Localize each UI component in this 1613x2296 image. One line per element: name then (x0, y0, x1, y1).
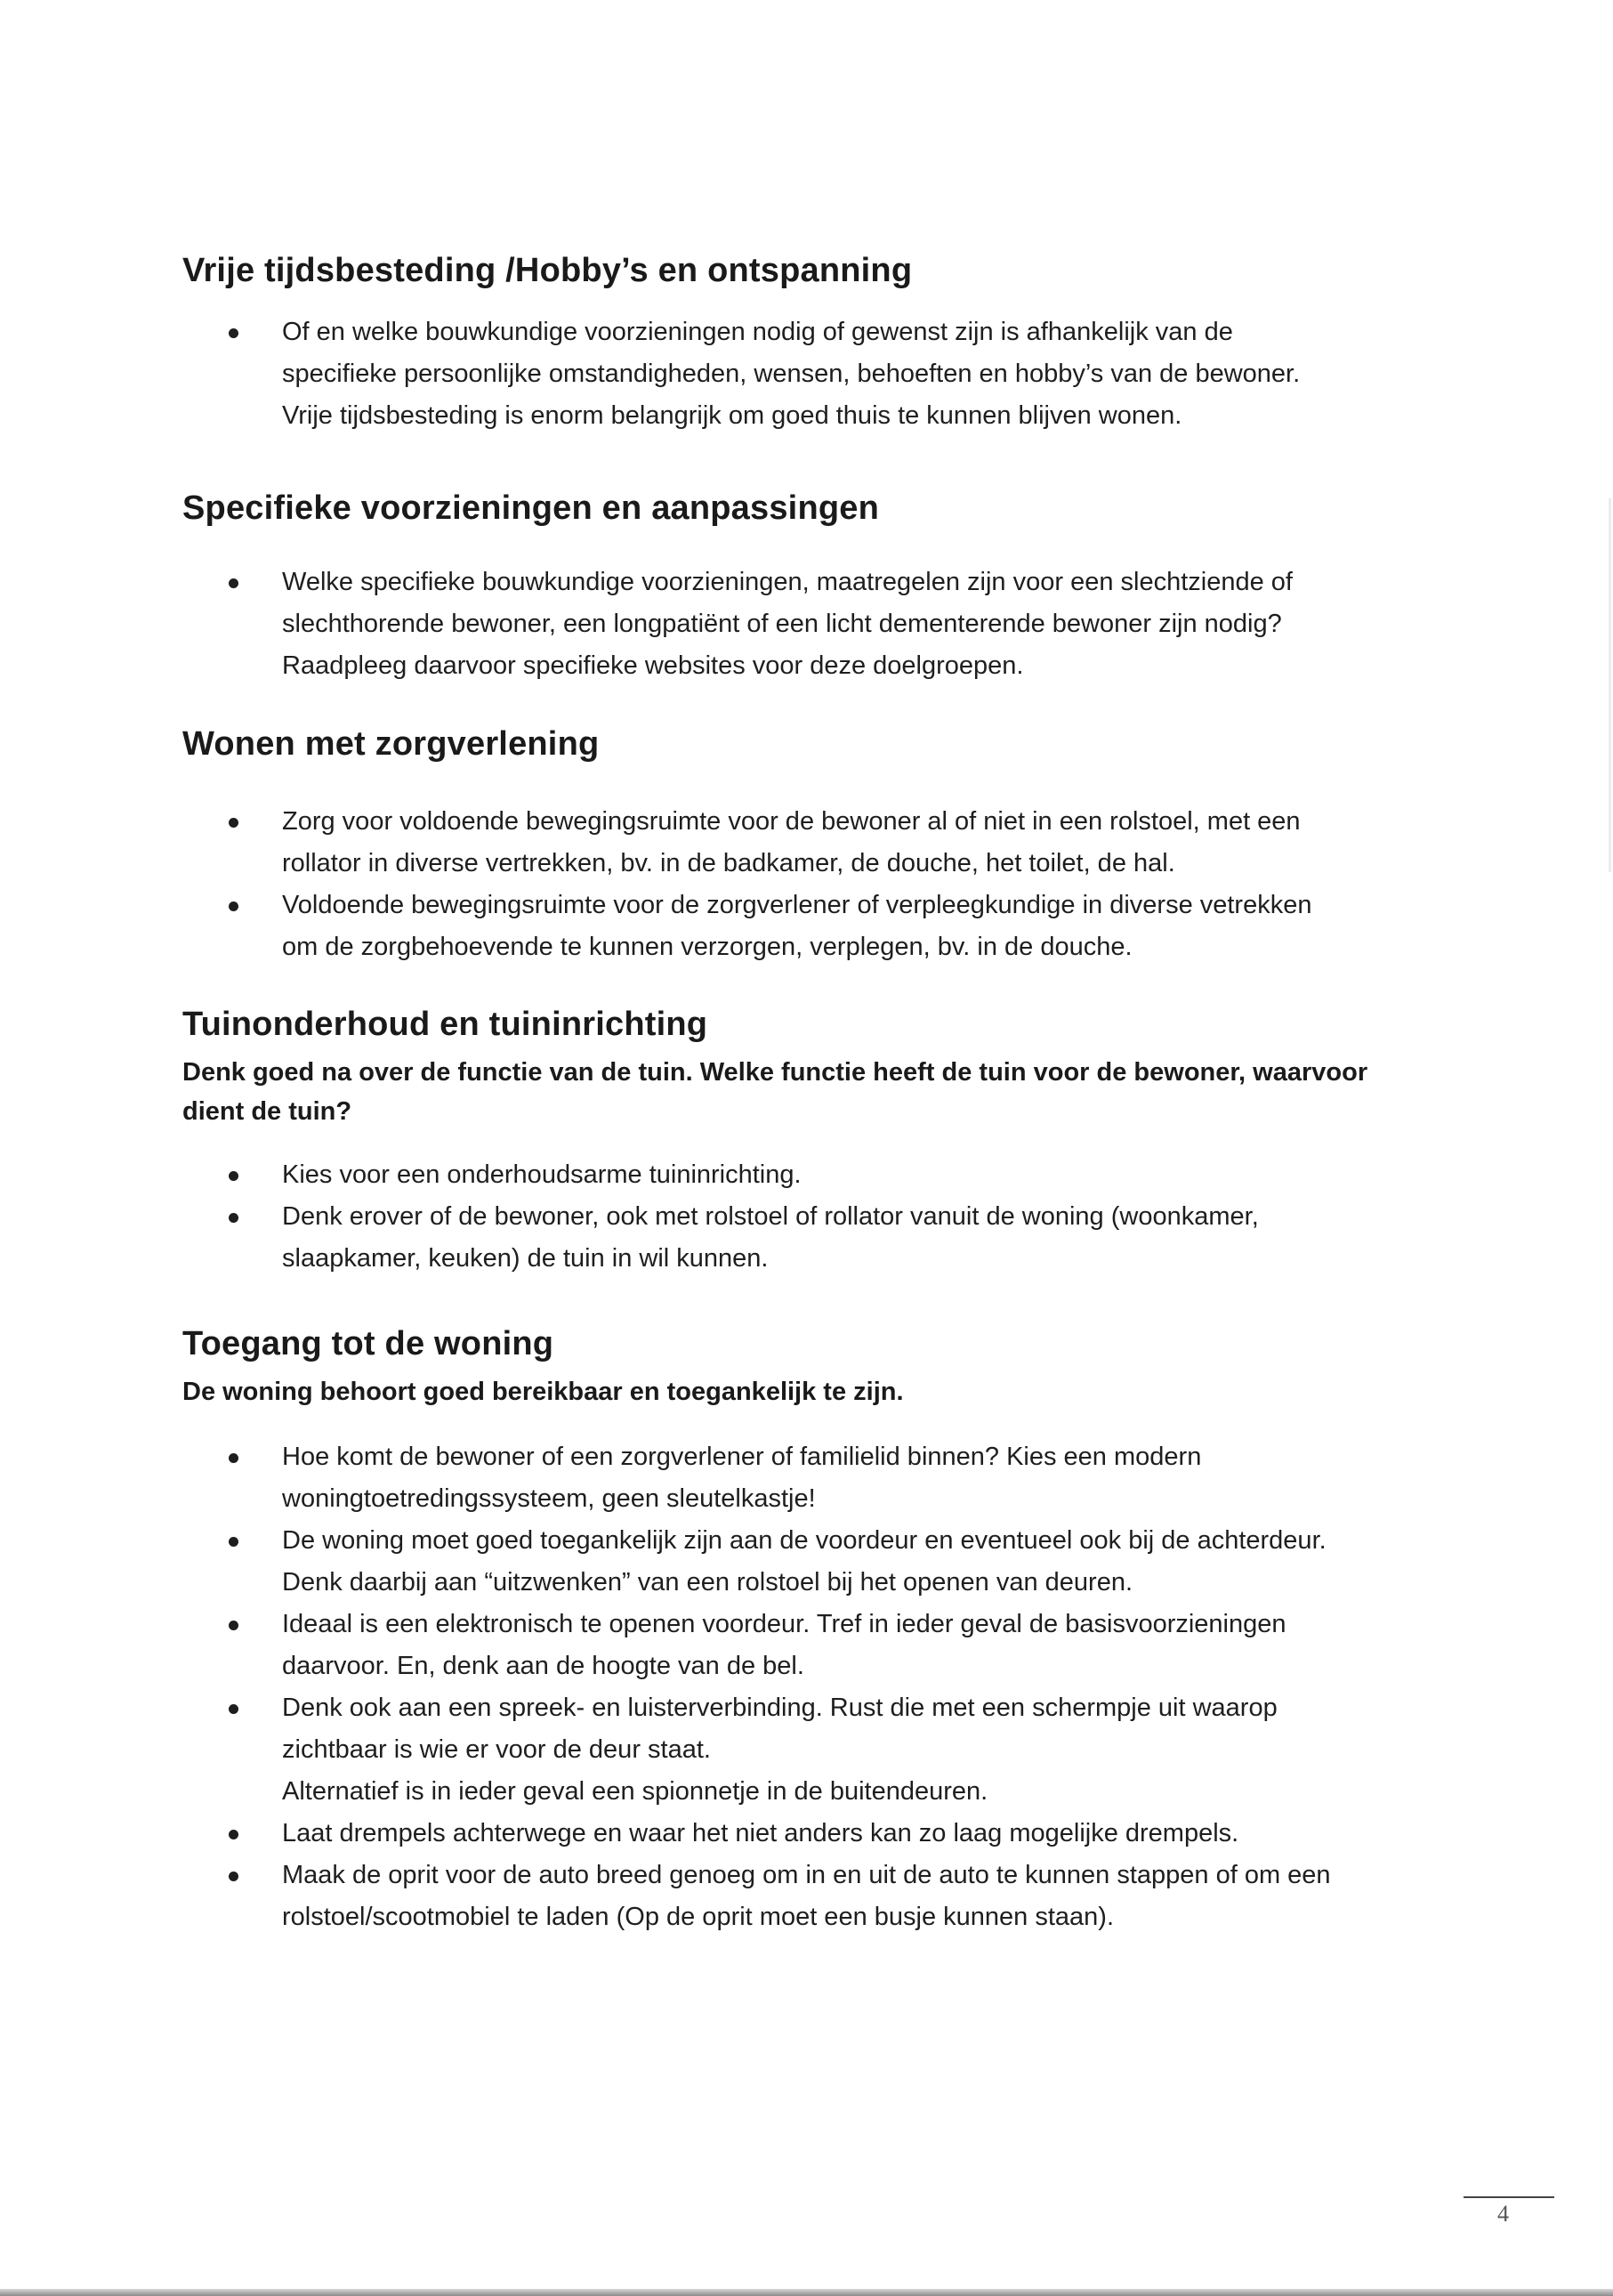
list-item (182, 1604, 1428, 1687)
bullet-icon (229, 1830, 238, 1839)
bullet-list (182, 1154, 1428, 1280)
bullet-icon (229, 1453, 238, 1463)
bullet-icon (229, 328, 238, 338)
bullet-list (182, 801, 1428, 968)
list-item (182, 1855, 1428, 1938)
scan-bottom-edge (0, 2289, 1613, 2296)
section-vrije-tijdsbesteding (182, 249, 1428, 437)
section-specifieke-voorzieningen (182, 487, 1428, 687)
section-tuinonderhoud (182, 1003, 1428, 1280)
section-heading: Wonen met zorgverlening (182, 725, 600, 763)
list-item (182, 1520, 1428, 1604)
bullet-icon (229, 578, 238, 588)
list-item (182, 801, 1428, 885)
list-item-text: Kies voor een onderhoudsarme tuininrichting. (282, 1160, 802, 1189)
scan-edge-shadow (1609, 498, 1611, 872)
list-item-text: Hoe komt de bewoner of een zorgverlener of familielid binnen? Kies een modern woningtoetredingssysteem, geen sleutelkastje! (282, 1443, 1202, 1513)
bullet-icon (229, 1213, 238, 1223)
list-item (182, 1813, 1428, 1855)
section-heading: Vrije tijdsbesteding /Hobby’s en ontspanning (182, 252, 913, 289)
bullet-icon (229, 1704, 238, 1714)
list-item-text: Denk ook aan een spreek- en luisterverbinding. Rust die met een schermpje uit waarop zichtbaar is wie er voor de deur staat. Alternatief is in ieder geval een spionnetje in de buitendeuren. (282, 1694, 1278, 1806)
bullet-icon (229, 818, 238, 828)
list-item-text: Zorg voor voldoende bewegingsruimte voor de bewoner al of niet in een rolstoel, met een rollator in diverse vertrekken, bv. in de badkamer, de douche, het toilet, de hal. (282, 807, 1301, 877)
bullet-icon (229, 1171, 238, 1181)
footer-divider (1464, 2196, 1554, 2198)
section-heading: Specifieke voorzieningen en aanpassingen (182, 489, 880, 527)
section-heading: Toegang tot de woning (182, 1325, 554, 1362)
bullet-icon (229, 901, 238, 911)
section-subheading: Denk goed na over de functie van de tuin. Welke functie heeft de tuin voor de bewoner, waarvoor dient de tuin? (182, 1058, 1368, 1126)
list-item (182, 1687, 1428, 1813)
list-item-text: Denk erover of de bewoner, ook met rolstoel of rollator vanuit de woning (woonkamer, slaapkamer, keuken) de tuin in wil kunnen. (282, 1202, 1259, 1273)
list-item (182, 1196, 1428, 1280)
list-item-text: Laat drempels achterwege en waar het niet anders kan zo laag mogelijke drempels. (282, 1819, 1239, 1847)
section-wonen-met-zorgverlening (182, 723, 1428, 968)
bullet-list (182, 1436, 1428, 1938)
bullet-list (182, 311, 1428, 437)
list-item-text: De woning moet goed toegankelijk zijn aan de voordeur en eventueel ook bij de achterdeur. Denk daarbij aan “uitzwenken” van een rolstoel bij het openen van deuren. (282, 1526, 1327, 1597)
section-toegang-tot-de-woning (182, 1322, 1428, 1938)
bullet-icon (229, 1537, 238, 1547)
section-heading: Tuinonderhoud en tuininrichting (182, 1006, 708, 1043)
list-item-text: Welke specifieke bouwkundige voorzieningen, maatregelen zijn voor een slechtziende of slechthorende bewoner, een longpatiënt of een licht dementerende bewoner zijn nodig? Raadpleeg daarvoor specifieke websites voor deze doelgroepen. (282, 568, 1293, 680)
list-item (182, 562, 1428, 687)
list-item (182, 311, 1428, 437)
list-item (182, 1436, 1428, 1520)
bullet-list (182, 562, 1428, 687)
bullet-icon (229, 1872, 238, 1881)
list-item-text: Voldoende bewegingsruimte voor de zorgverlener of verpleegkundige in diverse vetrekken om de zorgbehoevende te kunnen verzorgen, verplegen, bv. in de douche. (282, 891, 1312, 961)
list-item-text: Of en welke bouwkundige voorzieningen nodig of gewenst zijn is afhankelijk van de specifieke persoonlijke omstandigheden, wensen, behoeften en hobby’s van de bewoner. Vrije tijdsbesteding is enorm belangrijk om goed thuis te kunnen blijven wonen. (282, 318, 1301, 430)
list-item (182, 885, 1428, 968)
page-number: 4 (1497, 2201, 1509, 2227)
list-item-text: Ideaal is een elektronisch te openen voordeur. Tref in ieder geval de basisvoorzieningen daarvoor. En, denk aan de hoogte van de bel. (282, 1610, 1286, 1680)
bullet-icon (229, 1621, 238, 1630)
list-item (182, 1154, 1428, 1196)
section-subheading: De woning behoort goed bereikbaar en toegankelijk te zijn. (182, 1378, 904, 1406)
list-item-text: Maak de oprit voor de auto breed genoeg om in en uit de auto te kunnen stappen of om een rolstoel/scootmobiel te laden (Op de oprit moet een busje kunnen staan). (282, 1861, 1331, 1931)
